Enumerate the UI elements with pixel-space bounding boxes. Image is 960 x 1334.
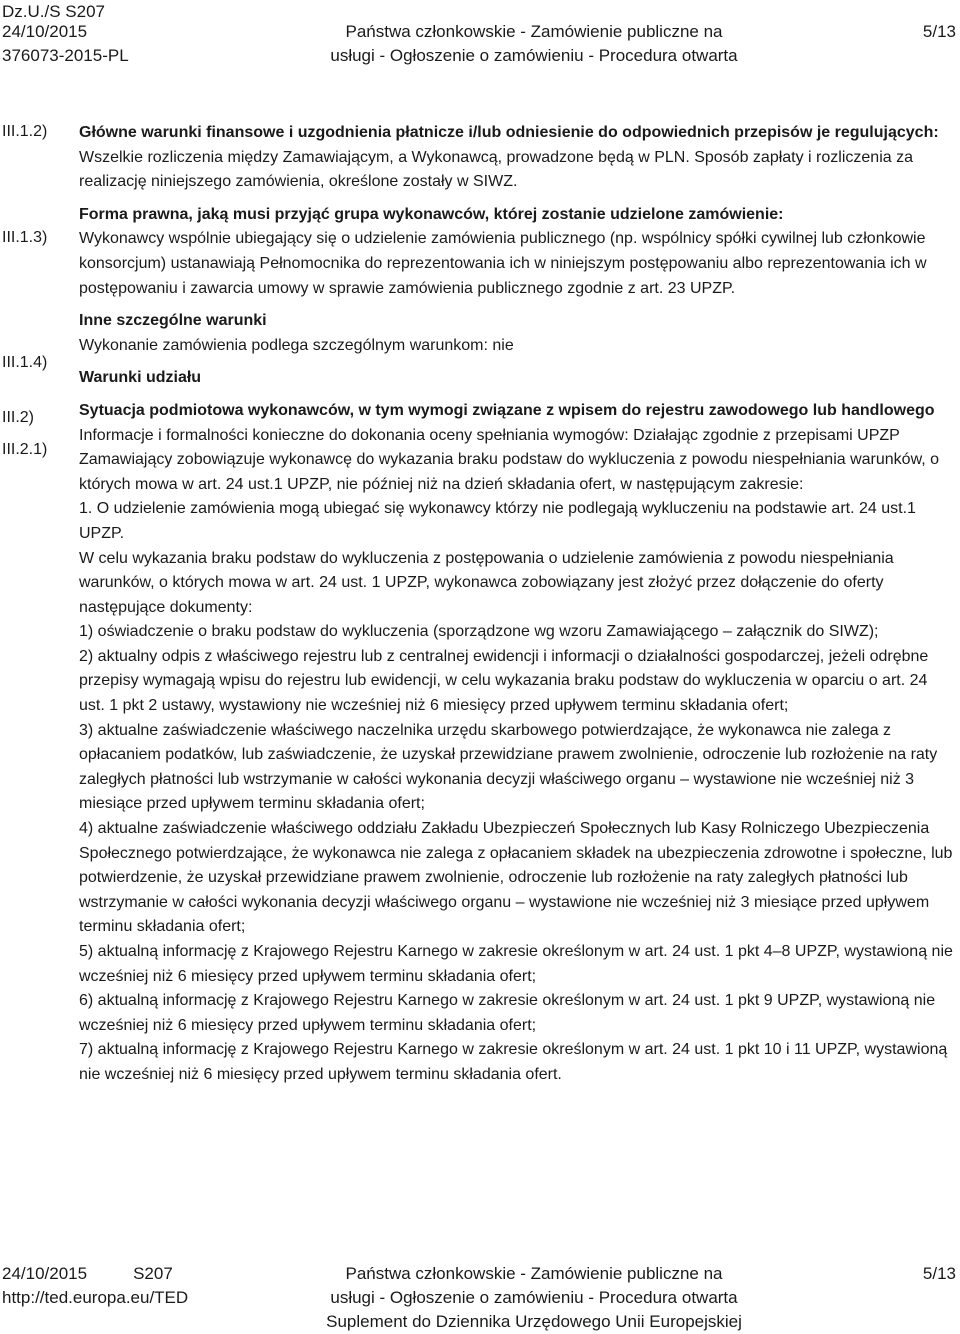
heading-legal-form: Forma prawna, jaką musi przyjąć grupa wykonawców, której zostanie udzielone zamówienie: xyxy=(79,205,784,223)
footer-title-line2: usługi - Ogłoszenie o zamówieniu - Procedura otwarta xyxy=(330,1288,738,1307)
document-item-5: 5) aktualną informację z Krajowego Rejestru Karnego w zakresie określonym w art. 24 ust. 1 pkt 4–8 UPZP, wystawioną nie wcześniej niż 6 miesięcy przed upływem terminu składania ofert; xyxy=(79,943,953,985)
footer-url[interactable]: http://ted.europa.eu/TED xyxy=(2,1288,189,1307)
header-title-line2: usługi - Ogłoszenie o zamówieniu - Procedura otwarta xyxy=(330,46,738,65)
footer-issue: S207 xyxy=(133,1264,173,1283)
header-title-line1: Państwa członkowskie - Zamówienie publiczne na xyxy=(345,22,723,41)
header-left xyxy=(2,0,129,67)
paragraph-payment: Wszelkie rozliczenia między Zamawiającym, a Wykonawcą, prowadzone będą w PLN. Sposób zapłaty i rozliczenia za realizację niniejszego zamówienia, określone zostały w SIWZ. xyxy=(79,148,913,191)
journal-reference: Dz.U./S S207 xyxy=(2,2,105,21)
paragraph-requirements: Informacje i formalności konieczne do dokonania oceny spełniania wymogów: Działając zgodnie z przepisami UPZP Zamawiający zobowiązuje wykonawcę do wykazania braku podstaw do wykluczenia z powodu niespełniania warunków, o których mowa w art. 24 ust.1 UPZP, nie później niż na dzień składania ofert, w następującym zakresie: xyxy=(79,426,940,493)
heading-personal-situation: Sytuacja podmiotowa wykonawców, w tym wymogi związane z wpisem do rejestru zawodowego lub handlowego xyxy=(79,401,935,419)
document-item-6: 6) aktualną informację z Krajowego Rejestru Karnego w zakresie określonym w art. 24 ust. 1 pkt 9 UPZP, wystawioną nie wcześniej niż 6 miesięcy przed upływem terminu składania ofert; xyxy=(79,992,936,1034)
footer-left xyxy=(2,1262,188,1310)
section-label-iii-2-1: III.2.1) xyxy=(2,441,48,458)
footer-date-issue xyxy=(2,1262,188,1286)
notice-content xyxy=(79,121,957,1088)
section-label-iii-1-3: III.1.3) xyxy=(2,229,48,246)
heading-special-conditions: Inne szczególne warunki xyxy=(79,312,267,330)
header-date: 24/10/2015 xyxy=(2,22,88,41)
heading-participation-conditions: Warunki udziału xyxy=(79,369,202,387)
footer-page-number: 5/13 xyxy=(922,1264,956,1283)
document-item-1: 1) oświadczenie o braku podstaw do wykluczenia (sporządzone wg wzoru Zamawiającego – załącznik do SIWZ); xyxy=(79,623,879,641)
section-label-iii-1-2: III.1.2) xyxy=(2,123,48,140)
heading-financial-conditions: Główne warunki finansowe i uzgodnienia płatnicze i/lub odniesienie do odpowiednich przepisów je regulujących: xyxy=(79,124,939,141)
document-item-3: 3) aktualne zaświadczenie właściwego naczelnika urzędu skarbowego potwierdzające, że wykonawca nie zalega z opłacaniem podatków, lub zaświadczenie, że uzyskał przewidziane prawem zwolnienie, odroczenie lub rozłożenie na raty zaległych płatności lub wstrzymanie w całości wykonania decyzji właściwego organu – wystawione nie wcześniej niż 3 miesiące przed upływem terminu składania ofert; xyxy=(79,721,938,813)
document-item-2: 2) aktualny odpis z właściwego rejestru lub z centralnej ewidencji i informacji o działalności gospodarczej, jeżeli odrębne przepisy wymagają wpisu do rejestru lub ewidencji, w celu wykazania braku podstaw do wykluczenia w oparciu o art. 24 ust. 1 pkt 2 ustawy, wystawiony nie wcześniej niż 6 miesięcy przed upływem terminu składania ofert; xyxy=(79,647,929,715)
page-header xyxy=(0,0,960,70)
document-item-7: 7) aktualną informację z Krajowego Rejestru Karnego w zakresie określonym w art. 24 ust. 1 pkt 10 i 11 UPZP, wystawioną nie wcześniej niż 6 miesięcy przed upływem terminu składania ofert. xyxy=(79,1041,948,1083)
footer-title-line3: Suplement do Dziennika Urzędowego Unii Europejskiej xyxy=(326,1312,742,1331)
document-item-4: 4) aktualne zaświadczenie właściwego oddziału Zakładu Ubezpieczeń Społecznych lub Kasy Rolniczego Ubezpieczenia Społecznego potwierdzające, że wykonawca nie zalega z opłacaniem składek na ubezpieczenia zdrowotne i społeczne, lub potwierdzenie, że uzyskał przewidziane prawem zwolnienie, odroczenie lub rozłożenie na raty zaległych płatności lub wstrzymanie w całości wykonania decyzji właściwego organu – wystawione nie wcześniej niż 3 miesiące przed upływem terminu składania ofert; xyxy=(79,820,953,936)
section-label-iii-2: III.2) xyxy=(2,409,35,426)
list-item-1: 1. O udzielenie zamówienia mogą ubiegać się wykonawcy którzy nie podlegają wykluczeniu na podstawie art. 24 ust.1 UPZP. xyxy=(79,500,916,542)
notice-number: 376073-2015-PL xyxy=(2,46,129,65)
header-page-number: 5/13 xyxy=(922,22,956,41)
header-center xyxy=(300,20,768,68)
page-footer xyxy=(0,1262,960,1332)
paragraph-legal-form: Wykonawcy wspólnie ubiegający się o udzielenie zamówienia publicznego (np. wspólnicy spółki cywilnej lub członkowie konsorcjum) ustanawiają Pełnomocnika do reprezentowania ich w niniejszym postępowaniu albo reprezentowania ich w postępowaniu i zawarcia umowy w sprawie zamówienia publicznego zgodnie z art. 23 UPZP. xyxy=(79,230,927,297)
footer-date: 24/10/2015 xyxy=(2,1264,88,1283)
footer-title-line1: Państwa członkowskie - Zamówienie publiczne na xyxy=(345,1264,723,1283)
paragraph-special-conditions: Wykonanie zamówienia podlega szczególnym warunkom: nie xyxy=(79,336,514,354)
footer-center xyxy=(300,1262,768,1334)
section-label-iii-1-4: III.1.4) xyxy=(2,354,48,371)
paragraph-documents: W celu wykazania braku podstaw do wykluczenia z postępowania o udzielenie zamówienia z powodu niespełniania warunków, o których mowa w art. 24 ust. 1 UPZP, wykonawca zobowiązany jest złożyć przez dołączenie do oferty następujące dokumenty: xyxy=(79,549,894,616)
